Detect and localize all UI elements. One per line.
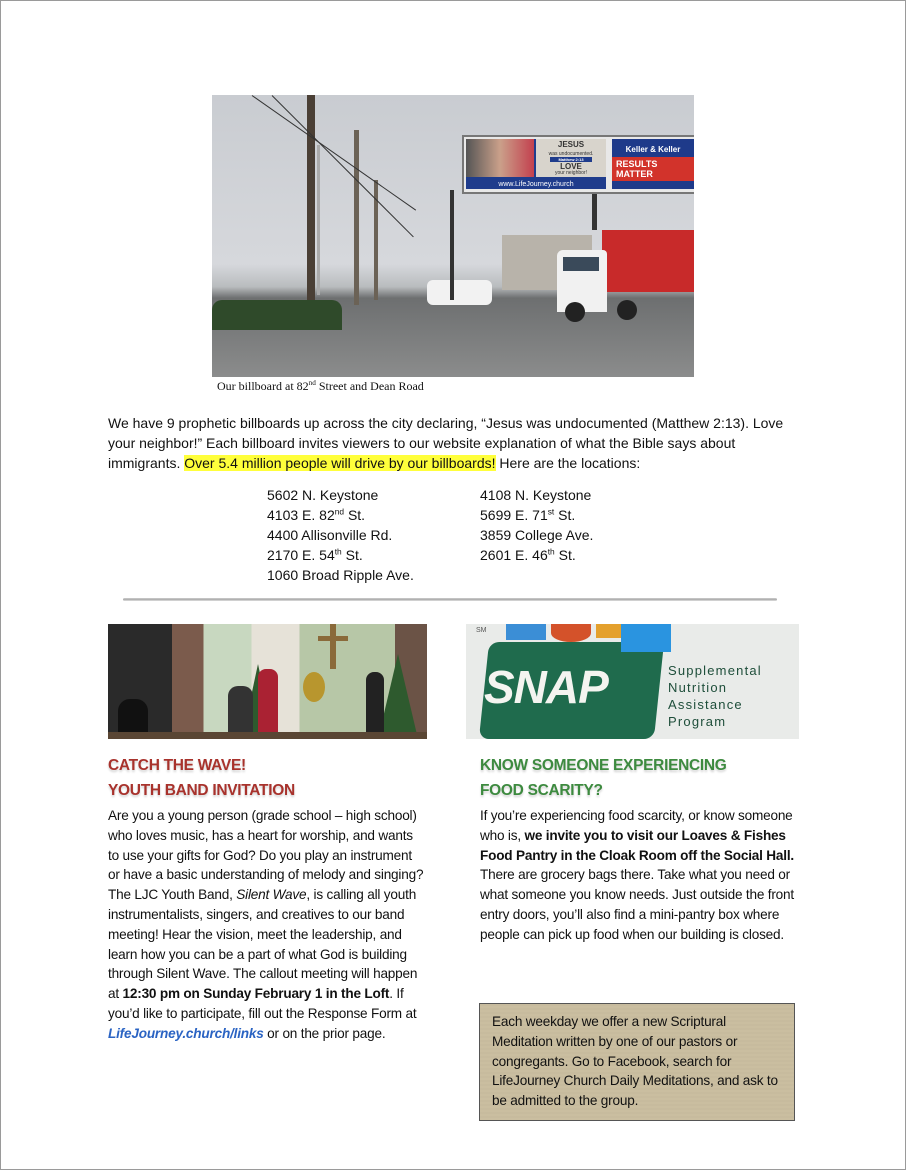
billboard-text: your neighbor!: [555, 170, 587, 176]
snap-logo-text: SNAP: [484, 661, 608, 713]
billboard-text: LOVE: [560, 162, 582, 171]
food-body: If you’re experiencing food scarcity, or know someone who is, we invite you to visit our Loaves & Fishes Food Pantry in the Cloak Room off the Social Hall. There are grocery bags there. Take what you need or what someone you know needs. Just outside the front entry doors, you’ll also find a mini-pantry box where people can pick up food when our building is closed.: [480, 808, 795, 942]
truck: [557, 230, 694, 325]
billboard-text: was undocumented.: [548, 151, 594, 157]
location-item: 2170 E. 54th St.: [267, 546, 363, 563]
meditation-callout-box: Each weekday we offer a new Scriptural Meditation written by one of our pastors or congregants. Go to Facebook, search for LifeJourney Church Daily Meditations, and ask to be admitted to the group.: [479, 1003, 795, 1121]
billboard: [462, 135, 694, 194]
intro-paragraph: We have 9 prophetic billboards up across the city declaring, “Jesus was undocumented (Matthew 2:13). Love your neighbor!” Each billboard invites viewers to our website explanation of what the Bible says about immigrants. Over 5.4 million people will drive by our billboards! Here are the locations:: [108, 415, 784, 471]
location-item: 5699 E. 71st St.: [480, 506, 576, 523]
locations-column-2: [480, 485, 593, 565]
snap-program-name: Supplemental Nutrition Assistance Program: [668, 663, 762, 729]
youth-heading-1: CATCH THE WAVE!: [108, 757, 246, 774]
snap-logo-image: [466, 624, 799, 739]
youth-heading-2: YOUTH BAND INVITATION: [108, 782, 295, 799]
billboard-slogan: RESULTS MATTER: [612, 157, 694, 181]
youth-band-photo: [108, 624, 427, 739]
location-item: 3859 College Ave.: [480, 527, 594, 543]
location-item: 4103 E. 82nd St.: [267, 506, 366, 523]
location-item: 5602 N. Keystone: [267, 487, 379, 503]
location-item: 4108 N. Keystone: [480, 487, 592, 503]
photo-caption: Our billboard at 82nd Street and Dean Road: [217, 379, 424, 393]
locations-column-1: [267, 485, 414, 585]
food-heading-2: FOOD SCARITY?: [480, 782, 603, 799]
billboard-url: www.LifeJourney.church: [498, 181, 574, 188]
billboard-brand: Keller & Keller: [625, 145, 681, 154]
youth-body: Are you a young person (grade school – high school) who loves music, has a heart for worship, and wants to use your gifts for God? Do you play an instrument or have a basic understanding of melody and singing? The LJC Youth Band, Silent Wave, is calling all youth instrumentalists, singers, and creatives to our band meeting! Hear the vision, meet the leadership, and learn how you can be a part of what God is building through Silent Wave. The callout meeting will happen at 12:30 pm on Sunday February 1 in the Loft. If you’d like to participate, fill out the Response Form at LifeJourney.church/links or on the prior page.: [108, 808, 424, 1041]
location-item: 4400 Allisonville Rd.: [267, 527, 393, 543]
billboard-photo: [212, 95, 694, 377]
snap-sm-mark: SM: [476, 627, 487, 634]
highlighted-text: Over 5.4 million people will drive by our billboards!: [184, 455, 496, 471]
food-heading-1: KNOW SOMEONE EXPERIENCING: [480, 757, 727, 774]
location-item: 2601 E. 46th St.: [480, 546, 576, 563]
section-divider: [123, 598, 777, 601]
location-item: 1060 Broad Ripple Ave.: [267, 567, 414, 583]
response-form-link[interactable]: LifeJourney.church/links: [108, 1025, 264, 1041]
billboard-text: JESUS: [557, 140, 585, 149]
billboard-text: Matthew 2:13: [550, 157, 592, 162]
